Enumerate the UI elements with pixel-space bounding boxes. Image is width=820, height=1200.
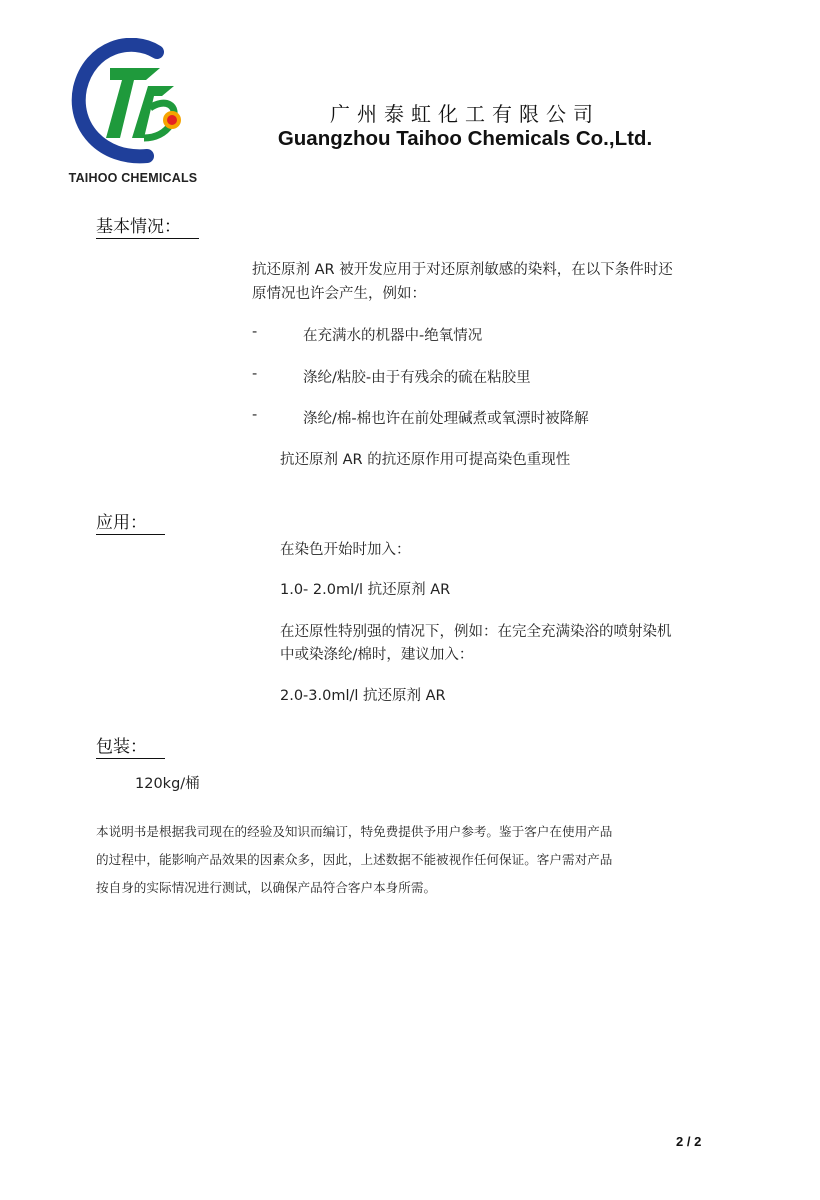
list-dash: - — [252, 366, 258, 382]
company-logo — [58, 38, 208, 188]
basic-summary: 抗还原剂 AR 的抗还原作用可提高染色重现性 — [280, 452, 571, 468]
packaging-value: 120kg/桶 — [135, 776, 200, 792]
application-line3a: 在还原性特别强的情况下，例如：在完全充满染浴的喷射染机 — [280, 624, 672, 640]
application-line3b: 中或染涤纶/棉时，建议加入： — [280, 647, 474, 663]
company-name-chinese: 广州泰虹化工有限公司 — [330, 102, 600, 126]
list-dash: - — [252, 407, 258, 423]
disclaimer-line3: 按自身的实际情况进行测试，以确保产品符合客户本身所需。 — [96, 880, 437, 895]
logo-text: TAIHOO CHEMICALS — [68, 171, 198, 185]
list-dash: - — [252, 324, 258, 340]
page-number: 2 / 2 — [676, 1134, 702, 1149]
basic-intro-line2: 原情况也许会产生，例如： — [252, 286, 426, 302]
taihoo-logo-icon — [62, 38, 204, 168]
section-heading-basic: 基本情况： — [96, 216, 199, 239]
disclaimer-line1: 本说明书是根据我司现在的经验及知识而编订，特免费提供予用户参考。鉴于客户在使用产品 — [96, 824, 613, 839]
section-heading-application: 应用： — [96, 512, 165, 535]
application-line1: 在染色开始时加入： — [280, 542, 411, 558]
disclaimer — [96, 818, 746, 902]
disclaimer-line2: 的过程中，能影响产品效果的因素众多，因此，上述数据不能被视作任何保证。客户需对产品 — [96, 852, 613, 867]
company-name-english: Guangzhou Taihoo Chemicals Co.,Ltd. — [277, 127, 653, 150]
list-item: 涤纶/棉-棉也许在前处理碱煮或氧漂时被降解 — [303, 411, 589, 427]
list-item: 在充满水的机器中-绝氧情况 — [303, 328, 483, 344]
section-heading-packaging: 包装： — [96, 736, 165, 759]
list-item: 涤纶/粘胶-由于有残余的硫在粘胶里 — [303, 370, 531, 386]
application-dosage2: 2.0-3.0ml/l 抗还原剂 AR — [280, 688, 446, 704]
basic-intro-line1: 抗还原剂 AR 被开发应用于对还原剂敏感的染料，在以下条件时还 — [252, 262, 673, 278]
application-dosage1: 1.0- 2.0ml/l 抗还原剂 AR — [280, 582, 451, 598]
